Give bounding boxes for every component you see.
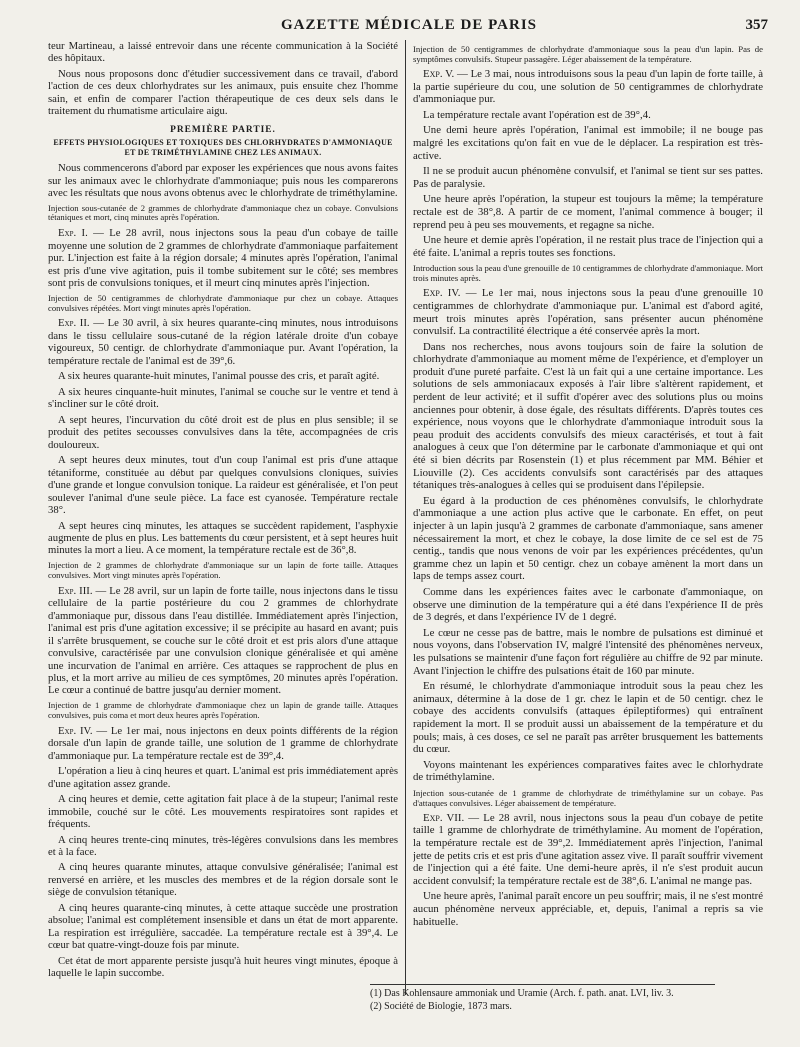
running-header: [48, 12, 770, 38]
experiment-label: Exp. VII.: [423, 811, 465, 824]
paragraph: Eu égard à la production de ces phénomènes convulsifs, le chlorhydrate d'ammoniaque a une action plus active que le carbonate. En effet, on peut injecter à un lapin jusqu'à 2 grammes de carbonate d'ammoniaque, sans amener nécessairement la mort, et chez le cobaye, la dose limite de ce sel est de 75 centig., tandis que nous venons de voir par les expériences précédentes, qu'un gramme chez un lapin et 50 centigr. chez un cobaye amènent la mort dans un laps de temps assez court.: [413, 494, 763, 583]
experiment-label: Exp. IV.: [423, 287, 461, 300]
experiment-text: — Le 3 mai, nous introduisons sous la peau d'un lapin de forte taille, à la partie supérieure du cou, une solution de 50 centigrammes de chlorhydrate d'ammoniaque pur.: [413, 68, 763, 106]
experiment-label: Exp. I.: [58, 227, 88, 240]
journal-title: GAZETTE MÉDICALE DE PARIS: [280, 17, 537, 33]
paragraph: Nous nous proposons donc d'étudier successivement dans ce travail, d'abord l'action de ces deux chlorhydrates sur les animaux, puis ensuite chez l'homme sain, et enfin de comparer l'action thérapeutique de ces deux sels dans le traitement du rhumatisme articulaire aigu.: [48, 67, 398, 118]
paragraph: A six heures cinquante-huit minutes, l'animal se couche sur le ventre et tend à s'incliner sur le côté droit.: [48, 385, 398, 411]
paragraph: Comme dans les expériences faites avec le carbonate d'ammoniaque, on observe une diminution de la température qui a été dans l'expérience II de près de 3 degrés, et dans l'expérience IV de 1 degré.: [413, 585, 763, 624]
experiment-heading: Injection de 50 centigrammes de chlorhydrate d'ammoniaque sous la peau d'un lapin. Pas de symptômes convulsifs. Stupeur passagère. Léger abaissement de la température.: [413, 44, 763, 64]
paragraph: Une heure et demie après l'opération, il ne restait plus trace de l'injection qui a été faite. L'animal a repris toutes ses fonctions.: [413, 234, 763, 259]
experiment-heading: Injection de 1 gramme de chlorhydrate d'ammoniaque chez un lapin de grande taille. Attaques convulsives, puis coma et mort deux heures après l'opération.: [48, 699, 398, 720]
column-divider: [405, 40, 406, 995]
experiment-text: — Le 1er mai, nous injectons sous la peau d'une grenouille 10 centigrammes de chlorhydrate d'ammoniaque pur. L'animal est d'abord agité, meurt trois minutes après l'opération, sans présenter aucun phénomène convulsif. La contractilité électrique a été conservée après la mort.: [413, 287, 763, 338]
experiment-heading: Injection de 2 grammes de chlorhydrate d'ammoniaque sur un lapin de forte taille. Attaques convulsives. Mort vingt minutes après l'opération.: [48, 559, 398, 580]
experiment-heading: Injection sous-cutanée de 1 gramme de chlorhydrate de triméthylamine sur un cobaye. Pas d'attaques convulsives. Léger abaissement de température.: [413, 787, 763, 808]
footnotes: [370, 984, 715, 1014]
paragraph: A cinq heures et demie, cette agitation fait place à de la stupeur; l'animal reste immobile, couché sur le côté. Les mouvements respiratoires sont rapides et fréquents.: [48, 793, 398, 831]
paragraph: Il ne se produit aucun phénomène convulsif, et l'animal se tient sur ses pattes. Pas de paralysie.: [413, 165, 763, 190]
paragraph: A six heures quarante-huit minutes, l'animal pousse des cris, et paraît agité.: [58, 370, 380, 383]
experiment-paragraph: [413, 68, 763, 106]
paragraph: En résumé, le chlorhydrate d'ammoniaque introduit sous la peau chez les animaux, détermine à la dose de 1 gr. chez le lapin et de 50 centigr. chez le cobaye des accidents convulsifs (attaques épileptiformes) qui entraînent rapidement la mort. Il se produit aussi un abaissement de la température et du pouls; mais, à ces doses, ce sel ne paraît pas arrêter brusquement les battements du cœur.: [413, 680, 763, 756]
experiment-paragraph: [48, 725, 398, 762]
left-column: [48, 40, 398, 995]
paragraph: Voyons maintenant les expériences comparatives faites avec le chlorhydrate de triméthylamine.: [413, 758, 763, 784]
paragraph: L'opération a lieu à cinq heures et quart. L'animal est pris immédiatement après d'une agitation assez grande.: [48, 765, 398, 790]
footnote: (2) Société de Biologie, 1873 mars.: [370, 1001, 512, 1012]
experiment-heading: Injection de 50 centigrammes de chlorhydrate d'ammoniaque pur chez un cobaye. Attaques convulsives répétées. Mort vingt minutes après l'opération.: [48, 292, 398, 313]
experiment-text: — Le 30 avril, à six heures quarante-cinq minutes, nous introduisons dans le tissu cellulaire sous-cutané de la région latérale droite d'un cobaye vigoureux, 50 centigr. de chlorhydrate d'ammoniaque pur. Avant l'opération, la température rectale de l'animal est de 39°,6.: [48, 317, 398, 367]
paragraph: A cinq heures quarante minutes, attaque convulsive généralisée; l'animal est renversé en arrière, et les muscles des membres et de la région dorsale sont le siège de convulsion tétanique.: [48, 861, 398, 899]
experiment-text: — Le 1er mai, nous injectons en deux points différents de la région dorsale d'un lapin de grande taille, une solution de 1 gramme de chlorhydrate d'ammoniaque pur. La température rectale est de 39°,4.: [48, 724, 398, 762]
paragraph: teur Martineau, a laissé entrevoir dans une récente communication à la Société des hôpitaux.: [48, 40, 398, 65]
footnote: (1) Das Kohlensaure ammoniak und Uramie (Arch. f. path. anat. LVI, liv. 3.: [370, 988, 674, 999]
paragraph: Cet état de mort apparente persiste jusqu'à huit heures vingt minutes, époque à laquelle le lapin succombe.: [48, 954, 398, 980]
paragraph: Une demi heure après l'opération, l'animal est immobile; il ne bouge pas malgré les excitations qu'on fait en vue de le déplacer. La respiration est très-active.: [413, 124, 763, 162]
paragraph: A cinq heures quarante-cinq minutes, à cette attaque succède une prostration absolue; l'animal est complétement insensible et dans un état de mort apparente. La respiration est irrégulière, saccadée. La température rectale est à 39°,4. Le cœur bat quatre-vingt-douze fois par minute.: [48, 901, 398, 952]
paragraph: Le cœur ne cesse pas de battre, mais le nombre de pulsations est diminué et nous voyons, dans l'observation IV, malgré l'intensité des phénomènes nerveux, les pulsations se maintenir d'une façon fort régulière au chiffre de 92 par minute. Avant l'injection le chiffre des pulsations était de 160 par minute.: [413, 626, 763, 677]
experiment-paragraph: [48, 227, 398, 289]
paragraph: A cinq heures trente-cinq minutes, très-légères convulsions dans les membres et à la face.: [48, 833, 398, 858]
experiment-heading: Introduction sous la peau d'une grenouille de 10 centigrammes de chlorhydrate d'ammoniaque. Mort trois minutes après.: [413, 263, 763, 284]
paragraph: A sept heures deux minutes, tout d'un coup l'animal est pris d'une attaque tétaniforme, constituée au début par quelques convulsions cloniques, suivies d'une grande et longue convulsion tonique. La raideur est généralisée, et l'on peut soulever l'animal d'une seule pièce. La face est cyanosée. Température rectale 38°.: [48, 454, 398, 517]
experiment-label: Exp. IV.: [58, 724, 93, 737]
right-column: [413, 40, 763, 995]
paragraph: Dans nos recherches, nous avons toujours soin de faire la solution de chlorhydrate d'ammoniaque au moment même de l'expérience, et d'employer un produit d'une pureté parfaite. C'est là un fait qui a une certaine importance. Les solutions de sels ammoniacaux exposés à l'air libre s'altèrent rapidement, et perdent de leur activité; et il suffit d'opérer avec des solutions plus ou moins anciennes pour obtenir, à dose égale, des résultats différents. D'après toutes ces expérience, nous voyons que le chlorhydrate d'ammoniaque introduit sous la peau produit des accidents convulsifs des mieux caractérisés, et tout à fait analogues à ceux que l'on détermine par le carbonate d'ammoniaque et qui ont été si bien décrits par Rosenstein (1) et plus récemment par MM. Béhier et Liouville (2). Ces accidents convulsifs sont caractérisés par des attaques tétaniques très-analogues à celles qui se produisent dans l'épilepsie.: [413, 340, 763, 492]
paragraph: Nous commencerons d'abord par exposer les expériences que nous avons faites sur les animaux avec le chlorhydrate d'ammoniaque; puis nous les comparerons avec les résultats que nous avons obtenus avec le chlorhydrate de triméthylamine.: [48, 162, 398, 200]
part-title: PREMIÈRE PARTIE.: [170, 124, 276, 135]
experiment-text: — Le 28 avril, nous injectons sous la peau d'un cobaye de petite taille 1 gramme de chlorhydrate de triméthylamine. Au moment de l'opération, la température rectale est de 39°,2. Immédiatement après l'injection, l'animal jette de petits cris et est pris d'une agitation assez vive. Il paraît souffrir vivement de l'injection qui a été faite. Une demi-heure après, il n'e s'est produit aucun accident convulsif; la température rectale est de 38°,6. L'animal ne mange pas.: [413, 811, 763, 887]
experiment-label: Exp. V.: [423, 68, 455, 80]
experiment-paragraph: [413, 287, 763, 337]
part-subtitle: EFFETS PHYSIOLOGIQUES ET TOXIQUES DES CHLORHYDRATES D'AMMONIAQUE ET DE TRIMÉTHYLAMINE CHEZ LES ANIMAUX.: [53, 138, 393, 158]
experiment-paragraph: [48, 317, 398, 367]
experiment-label: Exp. III.: [58, 584, 93, 597]
experiment-heading: Injection sous-cutanée de 2 grammes de chlorhydrate d'ammoniaque chez un cobaye. Convulsions tétaniques et mort, cinq minutes après l'opération.: [48, 202, 398, 223]
experiment-text: — Le 28 avril, sur un lapin de forte taille, nous injectons dans le tissu cellulaire de la partie postérieure du cou 2 grammes de chlorhydrate d'ammoniaque pur, dissous dans l'eau distillée. Immédiatement après l'injection, l'animal est pris d'une agitation excessive; il se précipite au hasard en avant; puis il s'arrête brusquement, se couche sur le côté droit et est pris alors d'une attaque convulsive, caractérisée par une convulsion clonique généralisée et qui amène une incurvation de l'animal en arrière. Ces attaques se rapprochent de plus en plus, et la mort arrive au milieu de ces symptômes, 20 minutes après l'opération. Le cœur a continué de battre jusqu'au dernier moment.: [48, 584, 398, 697]
paragraph: Une heure après, l'animal paraît encore un peu souffrir; mais, il ne s'est montré aucun phénomène nerveux appréciable, et, depuis, l'animal a repris sa vie habituelle.: [413, 890, 763, 928]
paragraph: Une heure après l'opération, la stupeur est toujours la même; la température rectale est de 38°,8. A partir de ce moment, l'animal commence à bouger; il reprend peu à peu ses mouvements, et regagne sa niche.: [413, 193, 763, 231]
paragraph: A sept heures cinq minutes, les attaques se succèdent rapidement, l'asphyxie augmente de plus en plus. Les battements du cœur persistent, et à sept heures huit minutes la mort a lieu. A ce moment, la température rectale est de 36°,8.: [48, 519, 398, 557]
experiment-label: Exp. II.: [58, 317, 90, 330]
page-number: 357: [745, 17, 768, 33]
paragraph: La température rectale avant l'opération est de 39°,4.: [423, 108, 651, 121]
paragraph: A sept heures, l'incurvation du côté droit est de plus en plus sensible; il se produit des petites secousses convulsives dans la tête, accompagnées de cris douloureux.: [48, 413, 398, 451]
experiment-paragraph: [48, 585, 398, 697]
two-column-body: [48, 40, 770, 995]
experiment-text: — Le 28 avril, nous injectons sous la peau d'un cobaye de taille moyenne une solution de 2 grammes de chlorhydrate d'ammoniaque parfaitement pur. L'injection est faite à la région dorsale; 4 minutes après l'opération, l'animal est pris d'une vive agitation, puis il tombe subitement sur le côté; ses membres sont pris de convulsions toniques, et il meurt cinq minutes après l'injection.: [48, 227, 398, 290]
experiment-paragraph: [413, 812, 763, 888]
